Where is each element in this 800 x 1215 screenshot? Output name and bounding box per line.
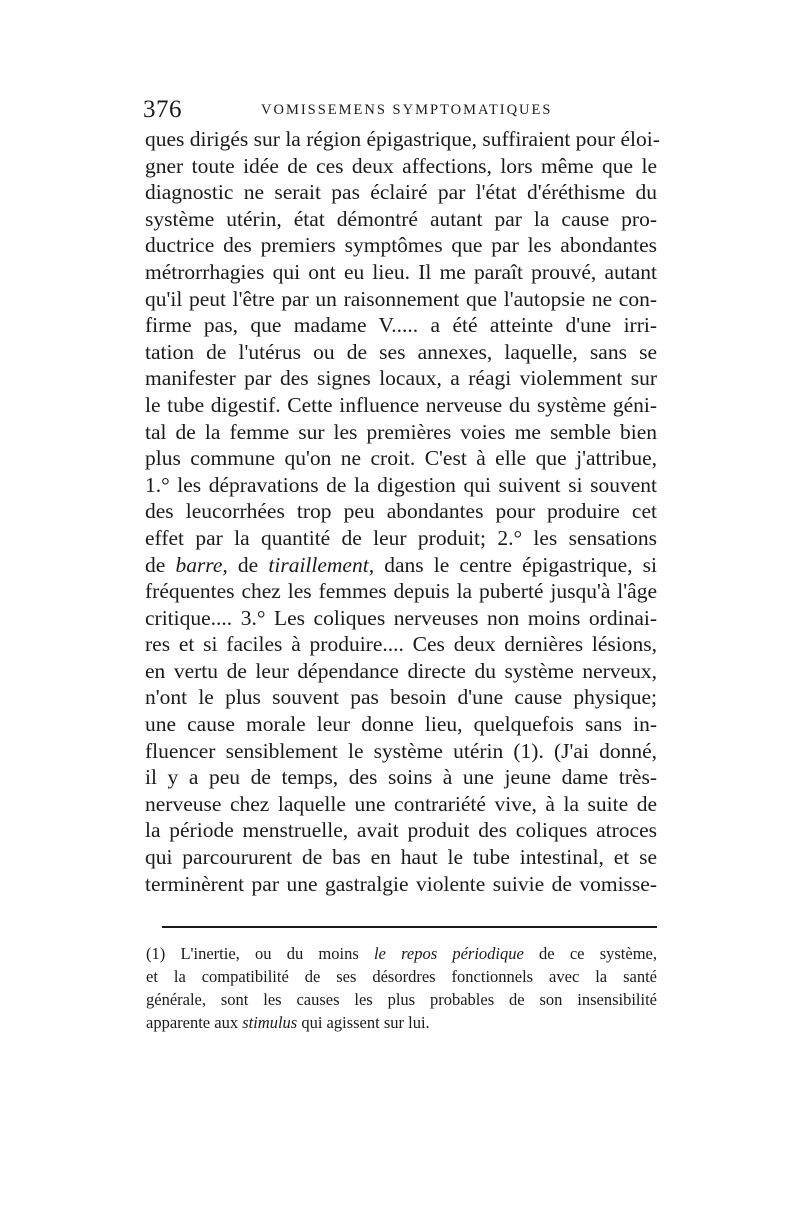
text-line: fréquentes chez les femmes depuis la puberté jusqu'à l'âge — [145, 579, 657, 604]
text-segment: de ce système, — [523, 944, 657, 963]
text-segment: qui agissent sur lui. — [297, 1013, 430, 1032]
text-line: plus commune qu'on ne croit. C'est à elle que j'attribue, — [145, 446, 657, 471]
text-line: tal de la femme sur les premières voies me semble bien — [145, 419, 657, 444]
footnote-rule — [162, 926, 657, 928]
text-line: qu'il peut l'être par un raisonnement que l'autopsie ne con- — [145, 286, 657, 311]
footnote-line: et la compatibilité de ses désordres fonctionnels avec la santé — [146, 967, 657, 986]
text-segment: de — [227, 552, 269, 577]
text-line: en vertu de leur dépendance directe du système nerveux, — [145, 658, 657, 683]
text-line: système utérin, état démontré autant par la cause pro- — [145, 206, 657, 231]
page-number: 376 — [143, 96, 182, 123]
text-line: firme pas, que madame V..... a été atteinte d'une irri- — [145, 313, 657, 338]
text-line: nerveuse chez laquelle une contrariété vive, à la suite de — [145, 791, 657, 816]
text-line: ductrice des premiers symptômes que par les abondantes — [145, 233, 657, 258]
text-line: effet par la quantité de leur produit; 2.° les sensations — [145, 525, 657, 550]
italic-term: stimulus — [242, 1013, 298, 1032]
text-line: une cause morale leur donne lieu, quelquefois sans in- — [145, 712, 657, 737]
running-head: VOMISSEMENS SYMPTOMATIQUES — [261, 102, 553, 118]
italic-term: tiraillement, — [268, 552, 375, 577]
text-line: 1.° les dépravations de la digestion qui suivent si souvent — [145, 472, 657, 497]
text-line: tation de l'utérus ou de ses annexes, laquelle, sans se — [145, 339, 657, 364]
text-line: des leucorrhées trop peu abondantes pour produire cet — [145, 499, 657, 524]
text-line: ques dirigés sur la région épigastrique, suffiraient pour éloi- — [145, 127, 660, 151]
text-line: critique.... 3.° Les coliques nerveuses non moins ordinai- — [145, 605, 657, 630]
footnote-line: générale, sont les causes les plus probables de son insensibilité — [146, 990, 657, 1009]
text-line: gner toute idée de ces deux affections, lors même que le — [145, 153, 657, 178]
text-line: n'ont le plus souvent pas besoin d'une cause physique; — [145, 685, 657, 710]
footnote — [146, 942, 657, 1034]
body-text — [145, 126, 660, 897]
text-segment: (1) L'inertie, ou du moins — [146, 944, 374, 963]
text-line: qui parcoururent de bas en haut le tube intestinal, et se — [145, 845, 657, 870]
text-line: res et si faciles à produire.... Ces deux dernières lésions, — [145, 632, 657, 657]
footnote-line — [146, 1011, 657, 1034]
text-line: la période menstruelle, avait produit des coliques atroces — [145, 818, 657, 843]
text-line-mixed — [145, 552, 657, 579]
text-line: diagnostic ne serait pas éclairé par l'état d'éréthisme du — [145, 180, 657, 205]
page-header — [143, 96, 663, 126]
text-line: terminèrent par une gastralgie violente suivie de vomisse- — [145, 871, 657, 896]
text-line: métrorrhagies qui ont eu lieu. Il me paraît prouvé, autant — [145, 259, 657, 284]
text-line: manifester par des signes locaux, a réagi violemment sur — [145, 366, 657, 391]
text-line: fluencer sensiblement le système utérin (1). (J'ai donné, — [145, 738, 657, 763]
text-segment: apparente aux — [146, 1013, 243, 1032]
italic-term: barre, — [175, 552, 228, 577]
text-segment: de — [145, 552, 176, 577]
italic-term: le repos périodique — [373, 944, 524, 963]
text-line: il y a peu de temps, des soins à une jeune dame très- — [145, 765, 657, 790]
text-segment: dans le centre épigastrique, si — [374, 552, 657, 577]
text-line: le tube digestif. Cette influence nerveuse du système géni- — [145, 392, 657, 417]
footnote-line — [146, 942, 657, 965]
